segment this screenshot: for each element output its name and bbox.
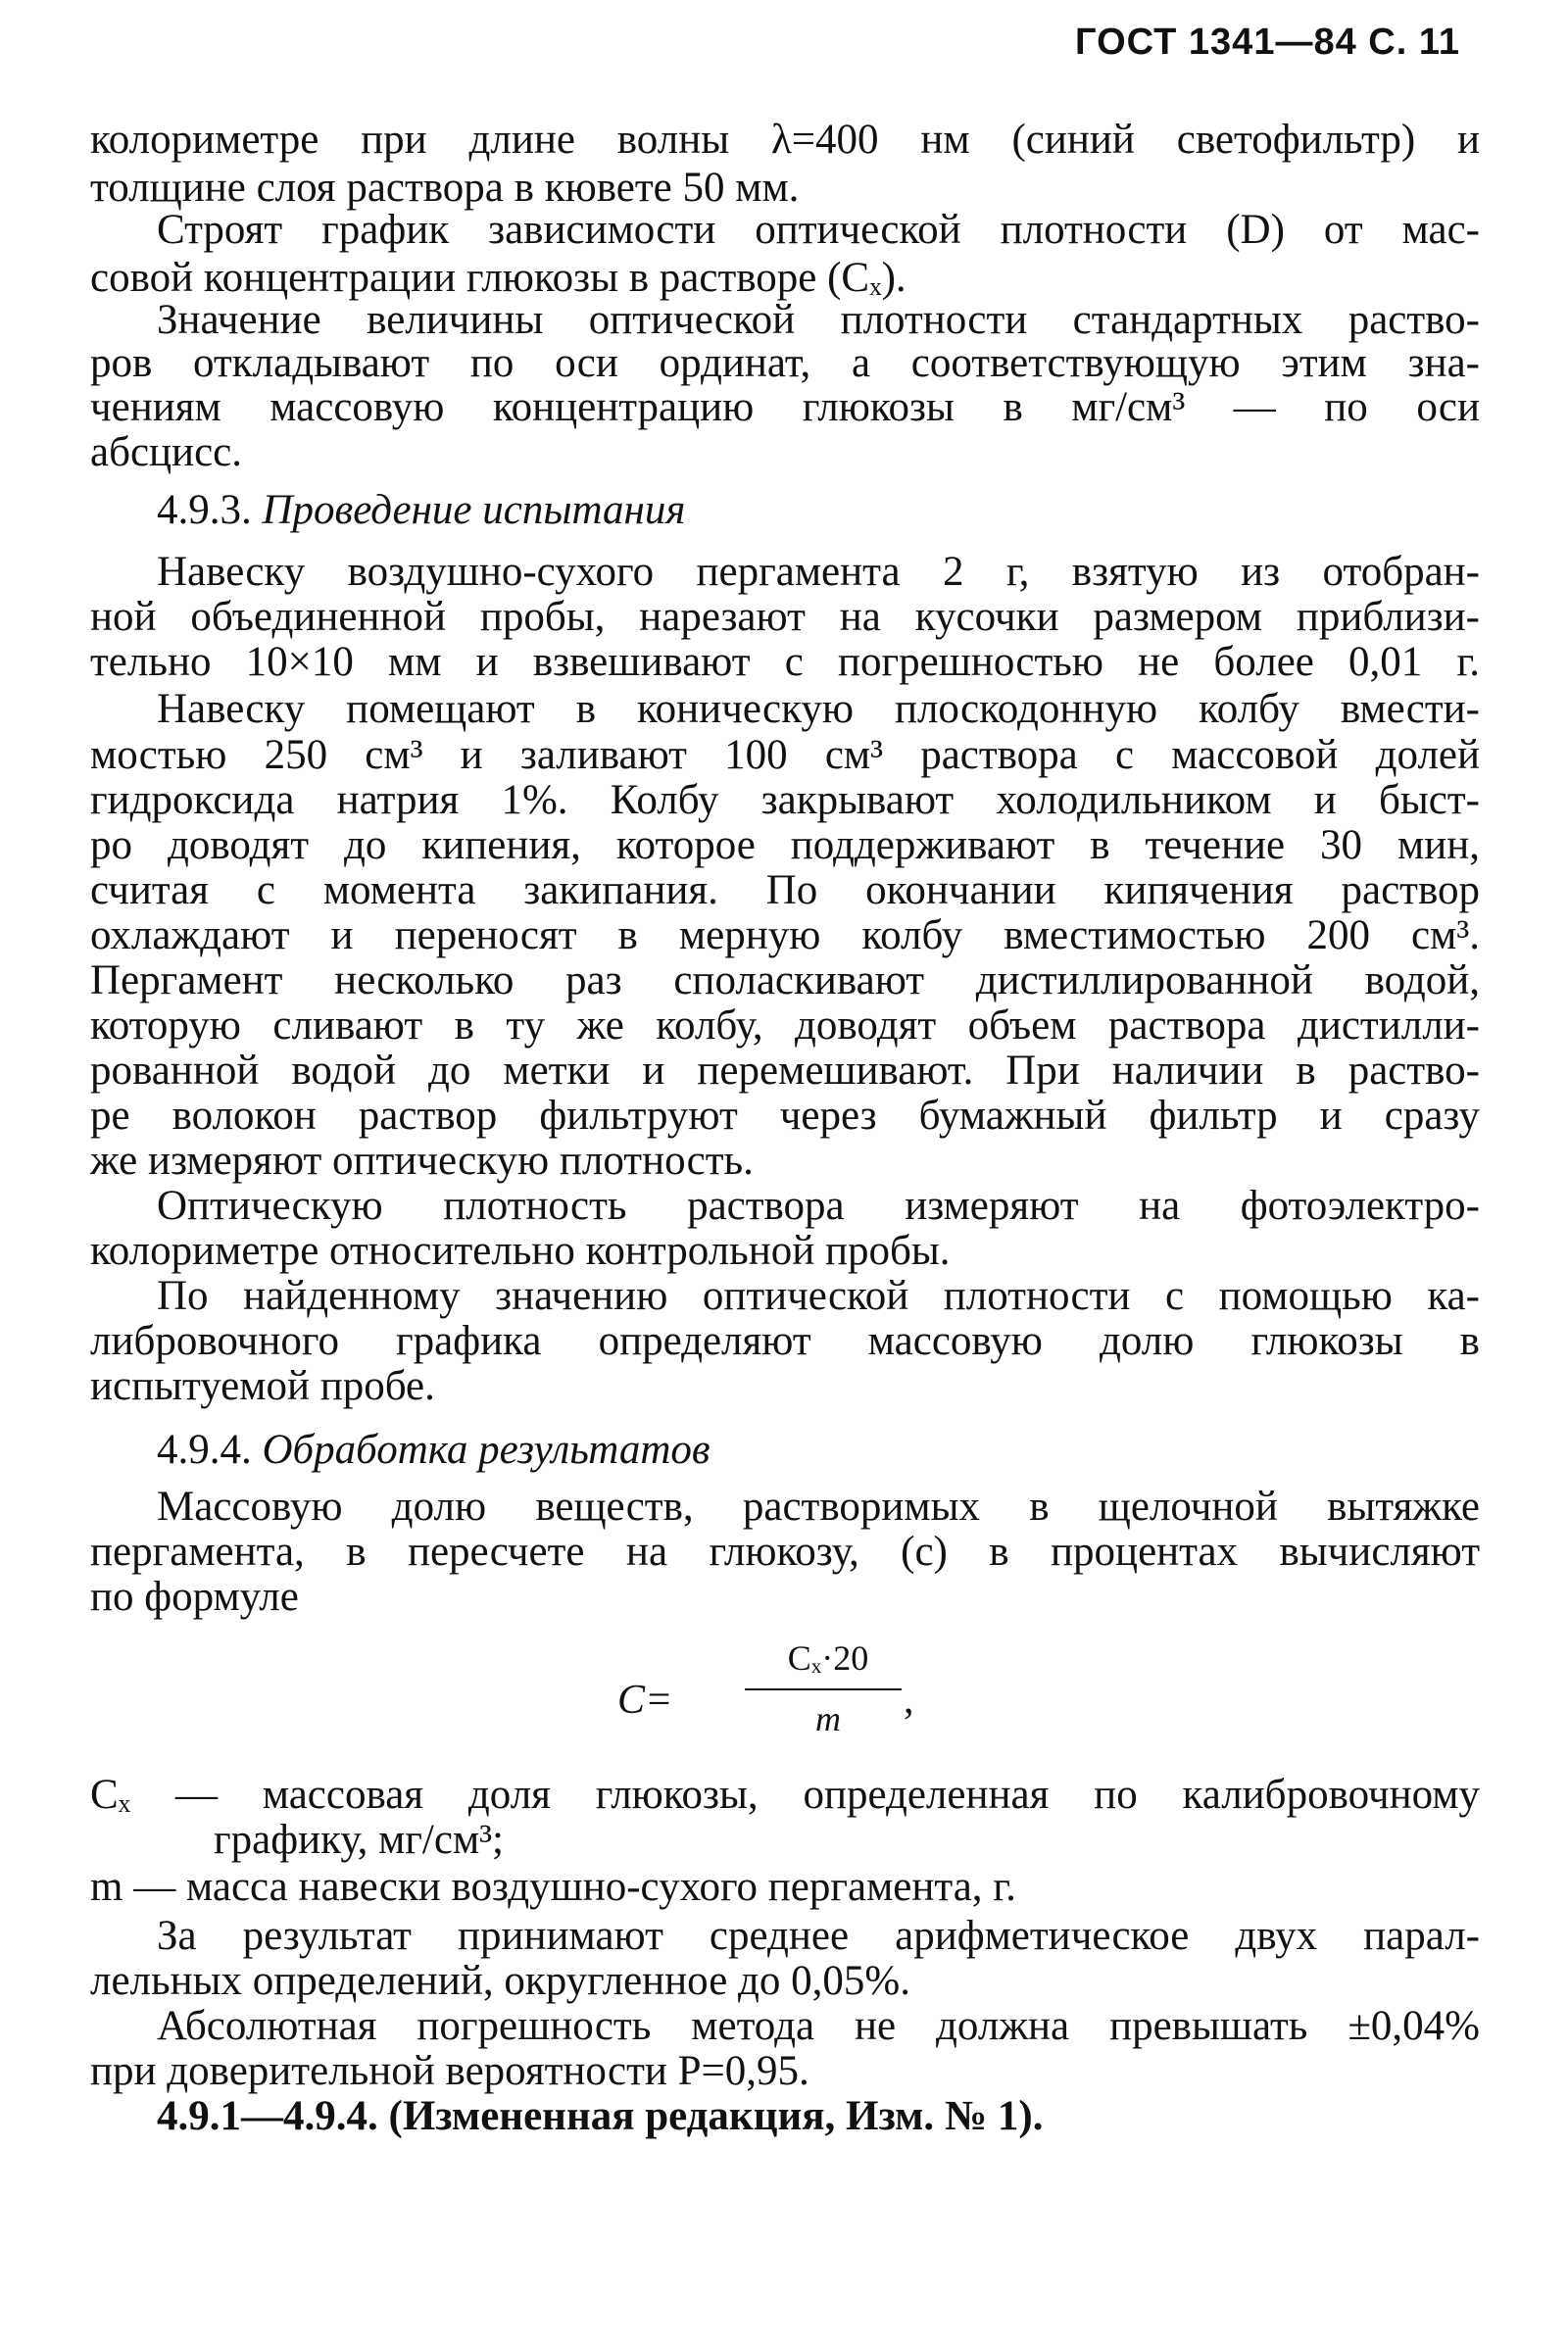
legend-line: графику, мг/см³;: [214, 1817, 505, 1863]
legend-line: Cₓ — массовая доля глюкозы, определенная по калибровочному: [90, 1772, 1480, 1818]
text-line: За результат принимают среднее арифметическое двух парал-: [157, 1913, 1480, 1959]
running-header: ГОСТ 1341—84 С. 11: [1075, 22, 1460, 63]
text-line: толщине слоя раствора в кювете 50 мм.: [90, 165, 800, 211]
text-line: либровочного графика определяют массовую долю глюкозы в: [90, 1318, 1480, 1364]
section-title: Проведение испытания: [262, 487, 686, 533]
text-line: охлаждают и переносят в мерную колбу вместимостью 200 см³.: [90, 912, 1480, 958]
text-line: ров откладывают по оси ординат, а соответствующую этим зна-: [90, 340, 1480, 386]
section-heading-4-9-3: [157, 488, 685, 533]
text-line: абсцисс.: [90, 429, 242, 475]
text-line: Абсолютная погрешность метода не должна превышать ±0,04%: [157, 2003, 1480, 2049]
fraction-bar: [745, 1688, 902, 1690]
text-line: Навеску воздушно-сухого пергамента 2 г, взятую из отобран-: [157, 549, 1480, 595]
text-line: рованной водой до метки и перемешивают. При наличии в раство-: [90, 1048, 1480, 1094]
formula-denominator: m: [815, 1699, 841, 1738]
formula-numerator: Cₓ·20: [787, 1638, 869, 1678]
text-line: по формуле: [90, 1574, 299, 1620]
text-line: Массовую долю веществ, растворимых в щелочной вытяжке: [157, 1484, 1480, 1530]
text-line: испытуемой пробе.: [90, 1363, 435, 1409]
text-line: гидроксида натрия 1%. Колбу закрывают холодильником и быст-: [90, 777, 1480, 823]
text-line: По найденному значению оптической плотности с помощью ка-: [157, 1273, 1480, 1319]
text-line: пергамента, в пересчете на глюкозу, (c) в процентах вычисляют: [90, 1529, 1480, 1575]
formula: [617, 1637, 914, 1755]
text-line: же измеряют оптическую плотность.: [90, 1138, 754, 1184]
text-line: считая с момента закипания. По окончании кипячения раствор: [90, 867, 1480, 913]
text-line: колориметре при длине волны λ=400 нм (синий светофильтр) и: [90, 117, 1480, 163]
text-line: ро доводят до кипения, которое поддерживают в течение 30 мин,: [90, 822, 1480, 868]
section-number: 4.9.3.: [157, 487, 252, 533]
section-number: 4.9.4.: [157, 1427, 252, 1473]
text-line: лельных определений, округленное до 0,05%.: [90, 1958, 910, 2004]
text-line: Оптическую плотность раствора измеряют на фотоэлектро-: [157, 1183, 1480, 1229]
section-title: Обработка результатов: [262, 1427, 710, 1473]
formula-lhs: C=: [617, 1678, 673, 1723]
text-line: Строят график зависимости оптической плотности (D) от мас-: [157, 207, 1480, 253]
text-line: Навеску помещают в коническую плоскодонную колбу вмести-: [157, 686, 1480, 732]
text-line: тельно 10×10 мм и взвешивают с погрешностью не более 0,01 г.: [90, 639, 1480, 685]
text-line: при доверительной вероятности P=0,95.: [90, 2048, 809, 2094]
text-line: которую сливают в ту же колбу, доводят объем раствора дистилли-: [90, 1002, 1480, 1049]
text-line: ной объединенной пробы, нарезают на кусочки размером приблизи-: [90, 594, 1480, 640]
text-line: совой концентрации глюкозы в растворе (Cₓ).: [90, 255, 906, 301]
formula-comma: ,: [904, 1678, 914, 1723]
text-line: Пергамент несколько раз споласкивают дистиллированной водой,: [90, 957, 1480, 1003]
text-line: Значение величины оптической плотности стандартных раство-: [157, 297, 1480, 343]
amendment-note: 4.9.1—4.9.4. (Измененная редакция, Изм. № 1).: [157, 2093, 1044, 2139]
section-heading-4-9-4: [157, 1428, 710, 1473]
text-line: мостью 250 см³ и заливают 100 см³ раствора с массовой долей: [90, 732, 1480, 778]
text-line: колориметре относительно контрольной пробы.: [90, 1228, 951, 1274]
text-line: ре волокон раствор фильтруют через бумажный фильтр и сразу: [90, 1093, 1480, 1139]
legend-line: m — масса навески воздушно-сухого пергамента, г.: [90, 1864, 1016, 1910]
text-line: чениям массовую концентрацию глюкозы в мг/см³ — по оси: [90, 384, 1480, 430]
